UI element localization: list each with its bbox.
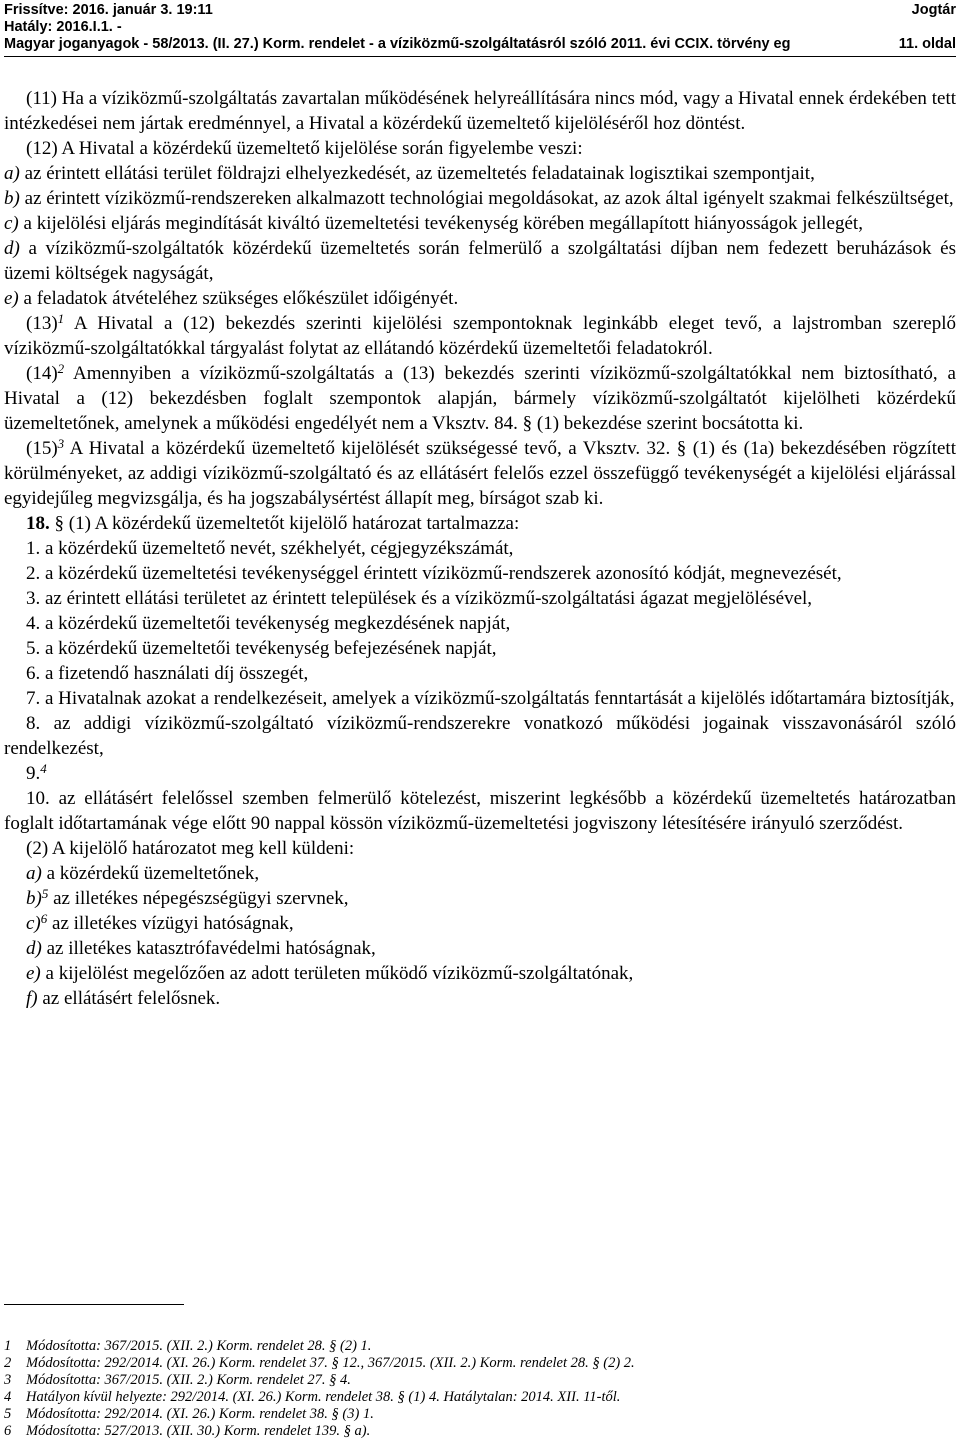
footnote-number: 1: [4, 1338, 12, 1354]
list-item: 6. a fizetendő használati díj összegét,: [26, 663, 309, 684]
point-label: d): [4, 238, 20, 259]
footnote: [4, 1338, 956, 1355]
paragraph-text: A Hivatal a közérdekű üzemeltető kijelölését szükségessé tevő, a Vksztv. 32. § (1) és (1a) bekezdésében rögzített körülményeket, az addigi víziközmű-szolgáltató és az ellátásért felelős ezzel összefüggő tevékenységét a kijelölési eljárással egyidejűleg megvizsgálja, és ha jogszabálysértést állapít meg, bírságot szab ki.: [4, 438, 956, 509]
recipient-d: [4, 936, 956, 961]
point-text: a víziközmű-szolgáltatók közérdekű üzemeltetés során felmerülő a szolgáltatási díjban nem fedezett beruházások és üzemi költségek nagyságát,: [4, 238, 956, 284]
footnote-divider: [4, 1304, 184, 1305]
point-text: az érintett víziközmű-rendszereken alkalmazott technológiai megoldásokat, az azok által igényelt szakmai felkészültséget,: [19, 188, 954, 209]
footnote-number: 3: [4, 1372, 12, 1388]
paragraph-12-e: [4, 286, 956, 311]
page-number: 11. oldal: [898, 36, 956, 52]
paragraph-number: (14): [26, 363, 58, 384]
point-text: a feladatok átvételéhez szükséges előkészület időigényét.: [18, 288, 459, 309]
point-text: a közérdekű üzemeltetőnek,: [41, 863, 260, 884]
section-18-heading: [4, 511, 956, 536]
point-label: c): [26, 913, 41, 934]
list-item: 3. az érintett ellátási területet az érintett települések és a víziközmű-szolgáltatási ágazat megjelölésével,: [26, 588, 813, 609]
point-text: az érintett ellátási terület földrajzi elhelyezkedését, az üzemeltetés feladatainak logisztikai szempontjait,: [19, 163, 815, 184]
list-item: 1. a közérdekű üzemeltető nevét, székhelyét, cégjegyzékszámát,: [26, 538, 514, 559]
item-number: 9.: [26, 763, 41, 784]
list-item: 8. az addigi víziközmű-szolgáltató víziközmű-rendszerekre vonatkozó működési jogainak visszavonásáról szóló rendelkezést,: [4, 713, 956, 759]
publisher-name: Jogtár: [911, 2, 956, 18]
section-number: 18.: [26, 513, 50, 534]
list-item: 5. a közérdekű üzemeltetői tevékenység befejezésének napját,: [26, 638, 497, 659]
point-text: az illetékes vízügyi hatóságnak,: [47, 913, 294, 934]
footnote-ref[interactable]: 6: [40, 911, 48, 926]
footnote: [4, 1423, 956, 1440]
point-text: a kijelölést megelőzően az adott területen működő víziközmű-szolgáltatónak,: [40, 963, 634, 984]
recipient-a: [4, 861, 956, 886]
update-timestamp: Frissítve: 2016. január 3. 19:11: [4, 2, 213, 18]
paragraph-number: (15): [26, 438, 58, 459]
footnote-ref[interactable]: 1: [57, 311, 65, 326]
paragraph-12-a: [4, 161, 956, 186]
paragraph-12-b: [4, 186, 956, 211]
footnote-number: 5: [4, 1406, 12, 1422]
point-label: e): [26, 963, 41, 984]
footnote: [4, 1355, 956, 1372]
point-label: f): [26, 988, 38, 1009]
footnotes: [4, 1338, 956, 1440]
list-item: [4, 761, 956, 786]
point-text: az ellátásért felelősnek.: [37, 988, 221, 1009]
point-label: a): [4, 163, 20, 184]
paragraph-15: [4, 436, 956, 511]
point-text: az illetékes katasztrófavédelmi hatóságnak,: [41, 938, 376, 959]
list-item: 10. az ellátásért felelőssel szemben felmerülő kötelezést, miszerint legkésőbb a közérdekű üzemeltetés határozatban foglalt időtartamának vége előtt 90 nappal kössön víziközmű-üzemeltetési jogviszony létesítésére irányuló szerződést.: [4, 788, 956, 834]
footnote-ref[interactable]: 2: [57, 361, 65, 376]
paragraph-text: A Hivatal a (12) bekezdés szerinti kijelölési szempontoknak leginkább eleget tevő, a lajstromban szereplő víziközmű-szolgáltatókkal tárgyalást folytat az ellátandó közérdekű üzemeltetői feladatokról.: [4, 313, 956, 359]
point-label: c): [4, 213, 19, 234]
footnote: [4, 1389, 956, 1406]
point-label: e): [4, 288, 19, 309]
paragraph-12: (12) A Hivatal a közérdekű üzemeltető kijelölése során figyelembe veszi:: [26, 138, 583, 159]
point-text: az illetékes népegészségügyi szervnek,: [48, 888, 349, 909]
paragraph-12-d: [4, 236, 956, 286]
header-line-document: [4, 36, 956, 53]
recipient-f: [4, 986, 956, 1011]
paragraph-number: (13): [26, 313, 58, 334]
footnote-text: Módosította: 292/2014. (XI. 26.) Korm. rendelet 37. § 12., 367/2015. (XII. 2.) Korm. rendelet 28. § (2) 2.: [26, 1355, 635, 1371]
header-divider: [4, 56, 956, 57]
paragraph-11: (11) Ha a víziközmű-szolgáltatás zavartalan működésének helyreállítására nincs mód, vagy a Hivatal ennek érdekében tett intézkedései nem jártak eredménnyel, a Hivatal a közérdekű üzemeltető kijelöléséről hoz döntést.: [4, 88, 956, 134]
footnote: [4, 1372, 956, 1389]
footnote-ref[interactable]: 4: [40, 761, 47, 776]
header-line-validity: [4, 19, 956, 36]
header-line-update: [4, 2, 956, 19]
footnote-text: Módosította: 292/2014. (XI. 26.) Korm. rendelet 38. § (3) 1.: [26, 1406, 374, 1422]
point-label: a): [26, 863, 42, 884]
footnote-number: 6: [4, 1423, 12, 1439]
recipient-c: [4, 911, 956, 936]
footnote-ref[interactable]: 5: [41, 886, 49, 901]
footnote-ref[interactable]: 3: [57, 436, 65, 451]
paragraph-text: Amennyiben a víziközmű-szolgáltatás a (13) bekezdés szerinti víziközmű-szolgáltatókkal nem biztosítható, a Hivatal a (12) bekezdésben foglalt szempontok alapján, bármely víziközmű-szolgáltatót kijelölheti közérdekű üzemeltetőnek, amelynek a működési engedélyét nem a Vksztv. 84. § (1) bekezdése szerint bocsátotta ki.: [4, 363, 956, 434]
recipient-e: [4, 961, 956, 986]
paragraph-18-2: (2) A kijelölő határozatot meg kell küldeni:: [26, 838, 355, 859]
footnote-text: Módosította: 367/2015. (XII. 2.) Korm. rendelet 27. § 4.: [26, 1372, 351, 1388]
footnote-text: Módosította: 527/2013. (XII. 30.) Korm. rendelet 139. § a).: [26, 1423, 371, 1439]
list-item: 7. a Hivatalnak azokat a rendelkezéseit, amelyek a víziközmű-szolgáltatás fenntartását a kijelölés időtartamára biztosítják,: [26, 688, 955, 709]
footnote: [4, 1406, 956, 1423]
footnote-number: 4: [4, 1389, 12, 1405]
document-body: [4, 86, 956, 1011]
section-text: § (1) A közérdekű üzemeltetőt kijelölő határozat tartalmazza:: [49, 513, 520, 534]
recipient-b: [4, 886, 956, 911]
point-text: a kijelölési eljárás megindítását kiváltó üzemeltetési tevékenység körében megállapított hiányosságok jellegét,: [18, 213, 863, 234]
point-label: d): [26, 938, 42, 959]
paragraph-14: [4, 361, 956, 436]
validity-range: Hatály: 2016.I.1. -: [4, 19, 122, 35]
footnote-text: Hatályon kívül helyezte: 292/2014. (XI. 26.) Korm. rendelet 38. § (1) 4. Hatálytalan: 2014. XII. 11-től.: [26, 1389, 621, 1405]
paragraph-12-c: [4, 211, 956, 236]
point-label: b): [4, 188, 20, 209]
list-item: 4. a közérdekű üzemeltetői tevékenység megkezdésének napját,: [26, 613, 511, 634]
footnote-number: 2: [4, 1355, 12, 1371]
footnote-text: Módosította: 367/2015. (XII. 2.) Korm. rendelet 28. § (2) 1.: [26, 1338, 372, 1354]
point-label: b): [26, 888, 42, 909]
document-title: Magyar joganyagok - 58/2013. (II. 27.) Korm. rendelet - a víziközmű-szolgáltatásról szóló 2011. évi CCIX. törvény eg: [4, 36, 791, 52]
paragraph-13: [4, 311, 956, 361]
list-item: 2. a közérdekű üzemeltetési tevékenységgel érintett víziközmű-rendszerek azonosító kódját, megnevezését,: [26, 563, 842, 584]
